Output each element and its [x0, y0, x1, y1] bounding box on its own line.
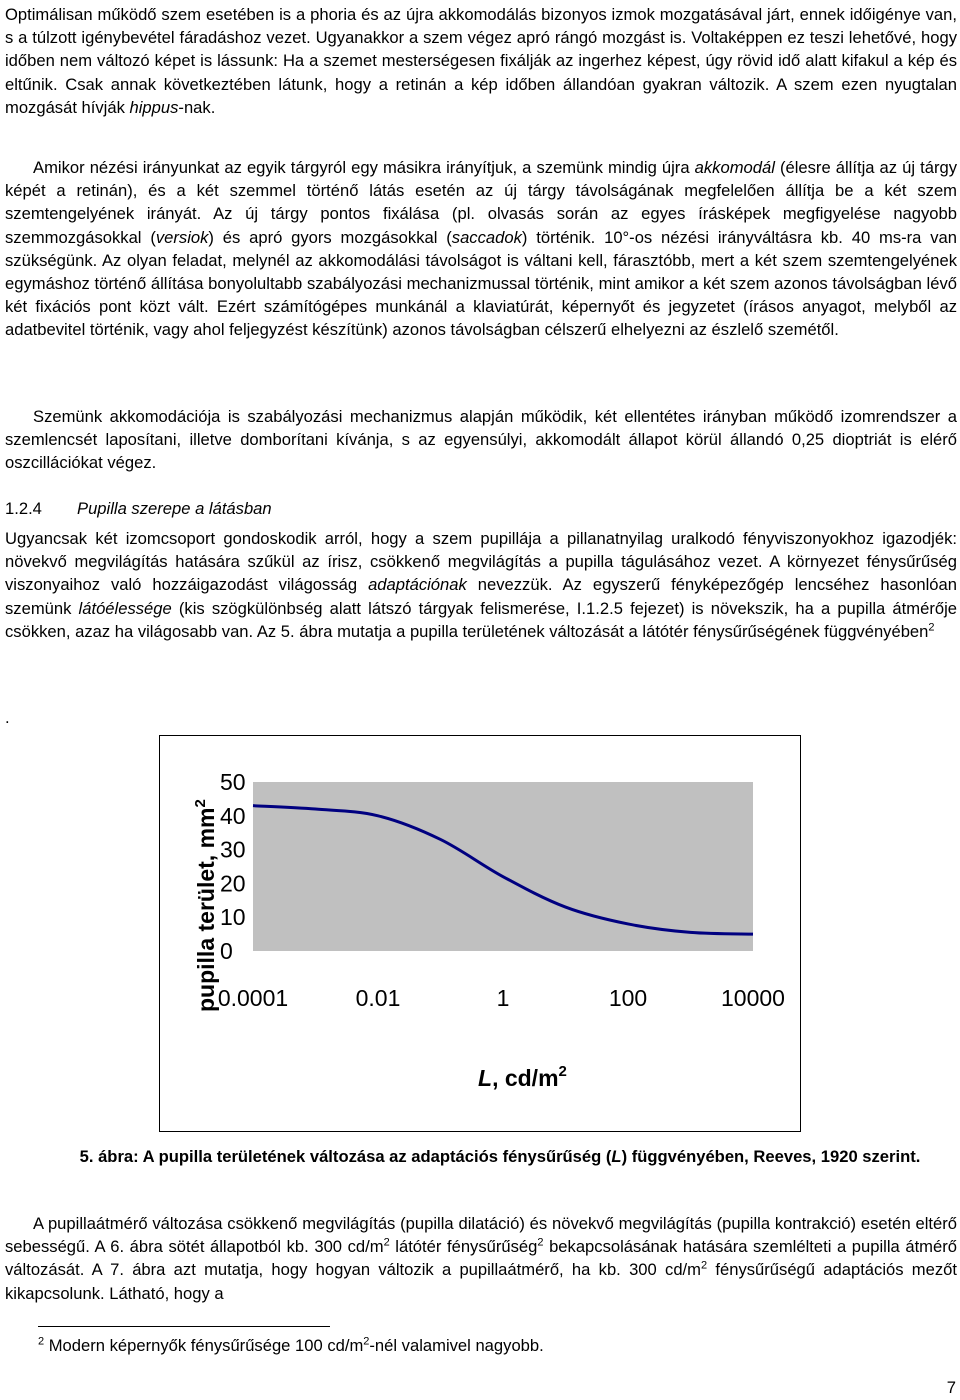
- superscript: 2: [537, 1236, 544, 1249]
- paragraph-text: fénysűrűségű adaptációs mezőt kikapcsolunk. Látható, hogy a: [5, 1260, 957, 1303]
- paragraph-text: Ugyancsak két izomcsoport gondoskodik arról, hogy a szem pupillája a pillanatnyilag uralkodó fényviszonyokhoz igazodjék: növekvő megvilágítás hatására szűkül az írisz, csökkenő megvilágítás a pupilla tágulásához vezet. A környezet fénysűrűség viszonyaihoz való hozzáigazodást világosság: [5, 529, 957, 595]
- x-tick-label: 100: [608, 985, 648, 1011]
- x-tick-label: 0.01: [355, 985, 401, 1011]
- paragraph-text: nevezzük. Az egyszerű fényképezőgép lencséhez hasonlóan szemünk: [5, 575, 957, 618]
- superscript: 2: [383, 1236, 390, 1249]
- y-tick-label: 40: [220, 802, 246, 829]
- superscript: 2: [363, 1335, 370, 1348]
- plot-area: [253, 782, 753, 951]
- term-akkomodal: akkomodál: [694, 158, 775, 177]
- paragraph-eye-movement: [5, 3, 957, 119]
- paragraph-text: A pupillaátmérő változása csökkenő megvilágítás (pupilla dilatáció) és növekvő megvilágítás (pupilla kontrakció) esetén eltérő sebességű. A 6. ábra sötét állapotból kb. 300 cd/m: [5, 1214, 957, 1257]
- footnote-separator: [38, 1326, 330, 1327]
- term-versiok: versiok: [155, 227, 209, 247]
- figure-caption: [40, 1145, 960, 1169]
- paragraph-text: ) és apró gyors mozgásokkal (: [208, 227, 452, 247]
- stray-period: .: [5, 708, 10, 727]
- term-saccadok: saccadok: [451, 227, 522, 247]
- footnote: [38, 1334, 544, 1357]
- term-adaptacio: adaptációnak: [368, 575, 467, 595]
- paragraph-dilation: [5, 1212, 957, 1305]
- caption-text: 5. ábra: A pupilla területének változása az adaptációs fénysűrűség (: [79, 1147, 612, 1166]
- paragraph-text: -nak.: [178, 97, 216, 117]
- paragraph-text: Optimálisan működő szem esetében is a phoria és az újra akkomodálás bizonyos izmok mozgatásával járt, ennek időigénye van, s a túlzott igénybevétel fáradáshoz vezet. Ugyanakkor a szem végez apró rángó mozgást is. Voltaképpen ez teszi lehetővé, hogy időben nem változó képet is lássunk: Ha a szemet mesterségesen fixálják az ingerhez képest, úgy rövid idő alatt kifakul a kép és eltűnik. Csak annak következtében látunk, hogy a retinán a kép időben állandóan gyakran változik. A szem ezen nyugtalan mozgását hívják: [5, 5, 957, 117]
- x-axis-label-text: , cd/m: [492, 1065, 559, 1091]
- paragraph-accommodation: [5, 156, 957, 342]
- paragraph-text: (kis szögkülönbség alatt látszó tárgyak felismerése, I.1.2.5 fejezet) is növekszik, ha a pupilla átmérője csökken, azaz ha világosabb van. Az 5. ábra mutatja a pupilla területének változását a látótér fénysűrűségének függvényében: [5, 598, 957, 641]
- figure-5-chart: [159, 735, 801, 1132]
- section-title: Pupilla szerepe a látásban: [77, 499, 272, 518]
- paragraph-oscillation: Szemünk akkomodációja is szabályozási mechanizmus alapján működik, két ellentétes irányban működő izomrendszer a szemlencsét laposítani, illetve domborítani kívánja, s az egyensúlyi, akkomodált állapot körül állandó 0,25 dioptriát is elérő oszcillációkat végez.: [5, 407, 957, 473]
- paragraph-text: bekapcsolásának hatására szemlélteti a pupilla átmérő változását. A 7. ábra azt mutatja, hogy hogyan változik a pupillaátmérő, ha kb. 300 cd/m: [5, 1237, 957, 1280]
- x-tick-label: 10000: [721, 985, 785, 1011]
- y-tick-label: 10: [220, 904, 246, 931]
- y-tick-label: 30: [220, 836, 246, 863]
- x-tick-label: 0.0001: [217, 985, 289, 1011]
- chart-svg: [160, 736, 800, 1131]
- paragraph-text: látótér fénysűrűség: [389, 1237, 538, 1257]
- paragraph-pupil: [5, 527, 957, 643]
- paragraph-text: (élesre állítja az új tárgy képét a retinán), és a két szemmel történő látás esetén az új tárgy távolságának megfelelően állítja be a két szem szemtengelyének irányát. Az új tárgy pontos fixálása (pl. olvasás során az egyes írásképek megfigyelése nagyobb szemmozgásokkal (: [5, 158, 958, 247]
- section-number: 1.2.4: [5, 499, 42, 518]
- paragraph-text: ) történik. 10°-os nézési irányváltásra kb. 40 ms-ra van szükségünk. Az olyan feladat, melynél az akkomodálási távolságot is váltani kell, fárasztóbb, mert a két szem szemtengelyének egymáshoz történő állítása bonyolultabb szabályozási mechanizmussal történik, mint amikor a két szem azonos távolságban lévő két fixációs pont közt vált. Ezért számítógépes munkánál a klaviatúrát, képernyőt és jegyzetet (írásos anyagot, melyből az adatbevitel történik, vagy ahol feljegyzést készítünk) azonos távolságban célszerű elhelyezni az észlelő szemétől.: [5, 227, 957, 340]
- footnote-text: -nél valamivel nagyobb.: [369, 1336, 544, 1355]
- term-hippus: hippus: [129, 97, 179, 117]
- term-latoelesseg: látóélessége: [78, 598, 172, 618]
- caption-text: ) függvényében, Reeves, 1920 szerint.: [621, 1147, 921, 1166]
- section-heading: [5, 497, 272, 520]
- footnote-ref: 2: [928, 621, 935, 634]
- x-axis-label-var: L: [478, 1065, 493, 1091]
- x-axis-label-sup: 2: [558, 1063, 567, 1080]
- y-axis-label-sup: 2: [192, 799, 209, 808]
- x-axis-label: [478, 1063, 567, 1091]
- paragraph-text: Amikor nézési irányunkat az egyik tárgyról egy másikra irányítjuk, a szemünk mindig újra: [33, 158, 695, 177]
- y-tick-label: 20: [220, 870, 246, 897]
- superscript: 2: [700, 1259, 708, 1272]
- page-number: 7: [946, 1378, 956, 1397]
- footnote-text: Modern képernyők fénysűrűsége 100 cd/m: [44, 1336, 364, 1355]
- x-tick-label: 1: [496, 985, 510, 1011]
- caption-variable: L: [611, 1147, 622, 1166]
- footnote-mark: 2: [38, 1335, 45, 1348]
- y-axis-label: pupilla terület, $mm^2$: [192, 799, 219, 1012]
- y-tick-label: 0: [220, 938, 233, 964]
- y-tick-label: 50: [220, 769, 246, 795]
